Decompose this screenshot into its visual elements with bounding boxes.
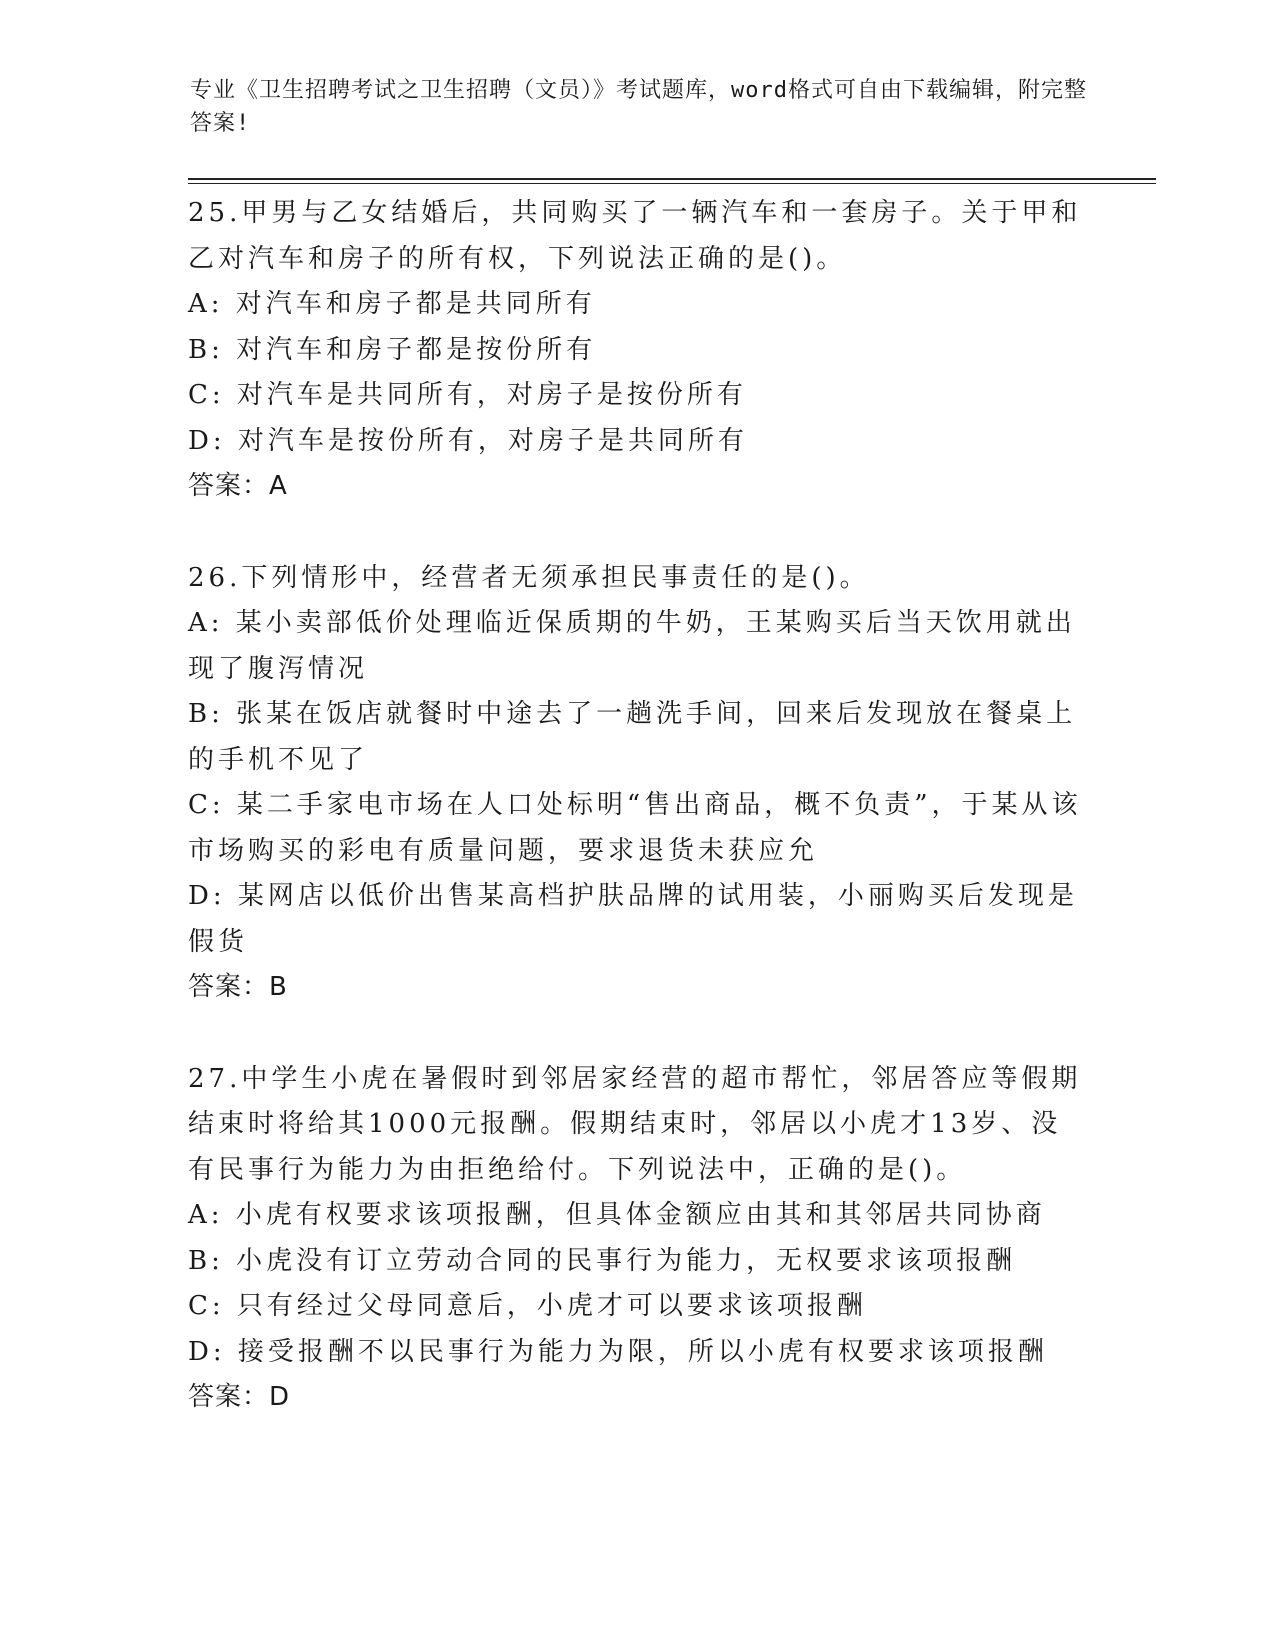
option-a: A: 对汽车和房子都是共同所有 [188,289,596,319]
option-a: A: 小虎有权要求该项报酬，但具体金额应由其和其邻居共同协商 [188,1200,1046,1230]
option-c: C: 某二手家电市场在人口处标明“售出商品，概不负责”，于某从该市场购买的彩电有质量问题，要求退货未获应允 [188,790,1082,866]
question-stem: 27.中学生小虎在暑假时到邻居家经营的超市帮忙，邻居答应等假期结束时将给其1000元报酬。假期结束时，邻居以小虎才13岁、没有民事行为能力为由拒绝给付。下列说法中，正确的是()。 [188,1063,1082,1185]
option-d: D: 某网店以低价出售某高档护肤品牌的试用装，小丽购买后发现是假货 [188,881,1078,957]
document-header: 专业《卫生招聘考试之卫生招聘（文员）》考试题库，word格式可自由下载编辑，附完整答案! [190,78,1087,136]
question-27 [188,1057,1088,1421]
option-d: D: 接受报酬不以民事行为能力为限，所以小虎有权要求该项报酬 [188,1336,1048,1367]
option-a: A: 某小卖部低价处理临近保质期的牛奶，王某购买后当天饮用就出现了腹泻情况 [188,608,1076,684]
option-d: D: 对汽车是按份所有，对房子是共同所有 [188,425,748,456]
header-divider-thin [188,183,1156,184]
header-divider-thick [188,178,1156,180]
option-b: B: 张某在饭店就餐时中途去了一趟洗手间，回来后发现放在餐桌上的手机不见了 [188,699,1077,775]
question-25 [188,191,1088,510]
answer-line: 答案：A [188,471,288,501]
option-b: B: 小虎没有订立劳动合同的民事行为能力，无权要求该项报酬 [188,1245,1017,1276]
answer-line: 答案：D [188,1382,291,1412]
option-b: B: 对汽车和房子都是按份所有 [188,334,597,365]
option-c: C: 对汽车是共同所有，对房子是按份所有 [188,380,747,410]
question-stem: 26.下列情形中，经营者无须承担民事责任的是()。 [188,562,870,593]
question-stem: 25.甲男与乙女结婚后，共同购买了一辆汽车和一套房子。关于甲和乙对汽车和房子的所有权，下列说法正确的是()。 [188,198,1082,274]
question-26 [188,556,1088,1011]
option-c: C: 只有经过父母同意后，小虎才可以要求该项报酬 [188,1291,867,1321]
answer-line: 答案：B [188,972,288,1002]
question-list [188,191,1088,1467]
